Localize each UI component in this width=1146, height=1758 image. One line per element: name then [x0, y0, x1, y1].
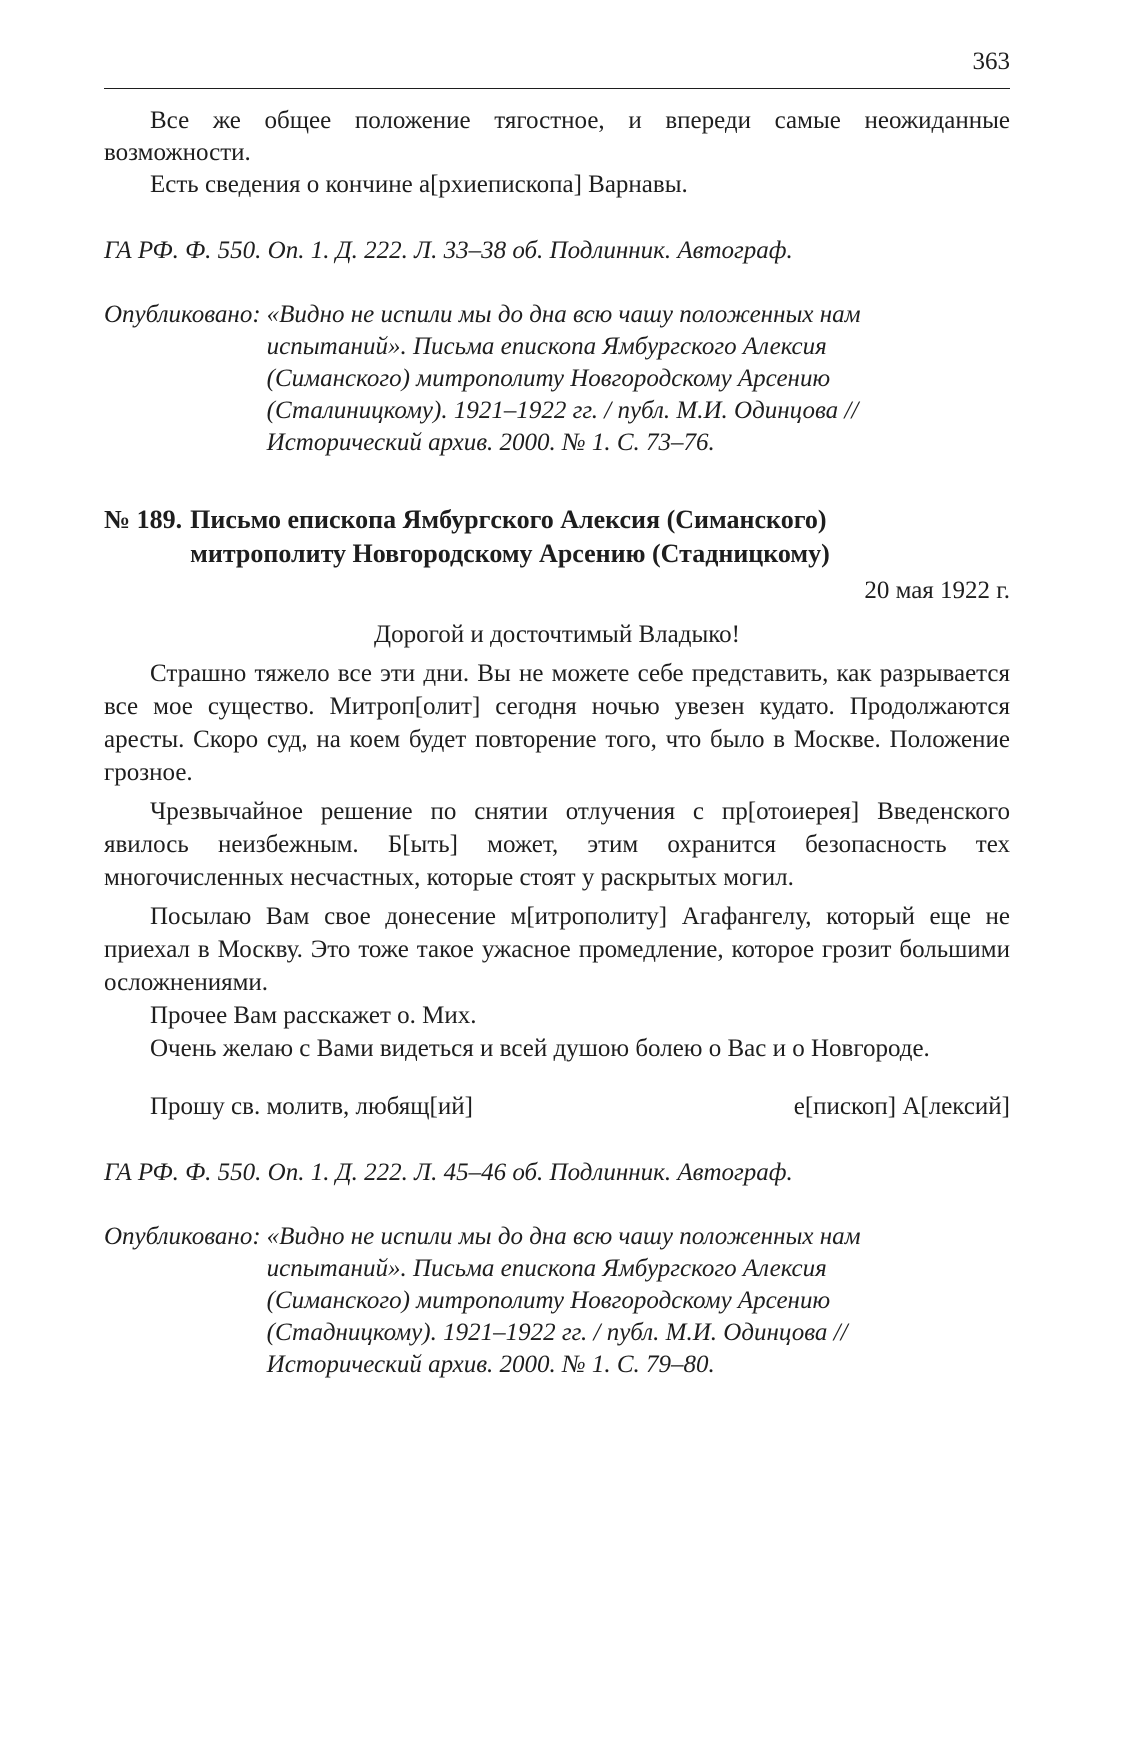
publication-line: (Симанского) митрополиту Новгородскому Арсению [266, 1287, 831, 1314]
signature: е[пископ] А[лексий] [793, 1093, 1010, 1120]
letter-paragraph: Чрезвычайное решение по снятии отлучения с пр[отоиерея] Введенского явилось неизбежным. Б[ыть] может, этим охранится безопасность тех многочисленных несчастных, которые стоят у раскрытых могил. [104, 798, 1010, 891]
publication-line: (Сталиницкому). 1921–1922 гг. / публ. М.И. Одинцова // [266, 397, 859, 424]
publication-line: «Видно не испили мы до дна всю чашу положенных нам [266, 301, 861, 328]
publication-line: Исторический архив. 2000. № 1. С. 73–76. [266, 429, 715, 456]
letter-line: Прочее Вам расскажет о. Мих. [150, 1002, 477, 1029]
closing-phrase: Прошу св. молитв, любящ[ий] [150, 1093, 473, 1120]
page [104, 0, 1010, 1758]
publication-note [104, 299, 1010, 459]
publication-line: (Стадницкому). 1921–1922 гг. / публ. М.И. Одинцова // [266, 1319, 848, 1346]
publication-line: испытаний». Письма епископа Ямбургского Алексия [266, 1255, 827, 1282]
document-title-line: Письмо епископа Ямбургского Алексия (Симанского) [190, 505, 827, 534]
publication-line: Исторический архив. 2000. № 1. С. 79–80. [266, 1351, 715, 1378]
publication-line: (Симанского) митрополиту Новгородскому Арсению [266, 365, 831, 392]
archive-source: ГА РФ. Ф. 550. Оп. 1. Д. 222. Л. 33–38 об. Подлинник. Автограф. [104, 237, 793, 264]
publication-line: «Видно не испили мы до дна всю чашу положенных нам [266, 1223, 861, 1250]
letter-paragraph: Страшно тяжело все эти дни. Вы не можете себе представить, как разрывается все мое существо. Митроп[олит] сегодня ночью увезен кудато. Продолжаются аресты. Скоро суд, на коем будет повторение того, что было в Москве. Положение грозное. [104, 660, 1010, 786]
letter-body [104, 657, 1010, 1065]
intro-paragraph: Есть сведения о кончине а[рхиепископа] Варнавы. [150, 171, 688, 198]
letter-line: Очень желаю с Вами видеться и всей душою болею о Вас и о Новгороде. [150, 1035, 930, 1062]
salutation: Дорогой и досточтимый Владыко! [374, 621, 740, 648]
document-title [190, 503, 830, 571]
document-title-line: митрополиту Новгородскому Арсению (Стадницкому) [190, 539, 830, 568]
intro-paragraph: Все же общее положение тягостное, и впереди самые неожиданные возможности. [104, 107, 1010, 166]
document-heading [104, 503, 1010, 571]
publication-reference [267, 1221, 1010, 1381]
page-content [104, 105, 1010, 1381]
publication-line: испытаний». Письма епископа Ямбургского Алексия [266, 333, 827, 360]
letter-closing [104, 1091, 1010, 1123]
archive-source: ГА РФ. Ф. 550. Оп. 1. Д. 222. Л. 45–46 об. Подлинник. Автограф. [104, 1159, 793, 1186]
publication-label: Опубликовано: [104, 1223, 261, 1250]
publication-note [104, 1221, 1010, 1381]
header-rule [104, 88, 1010, 89]
document-date: 20 мая 1922 г. [864, 577, 1010, 604]
page-number: 363 [972, 48, 1010, 75]
publication-reference [267, 299, 1010, 459]
document-number: № 189. [104, 505, 183, 534]
letter-paragraph: Посылаю Вам свое донесение м[итрополиту] Агафангелу, который еще не приехал в Москву. Это тоже такое ужасное промедление, которое грозит большими осложнениями. [104, 903, 1010, 996]
publication-label: Опубликовано: [104, 301, 261, 328]
